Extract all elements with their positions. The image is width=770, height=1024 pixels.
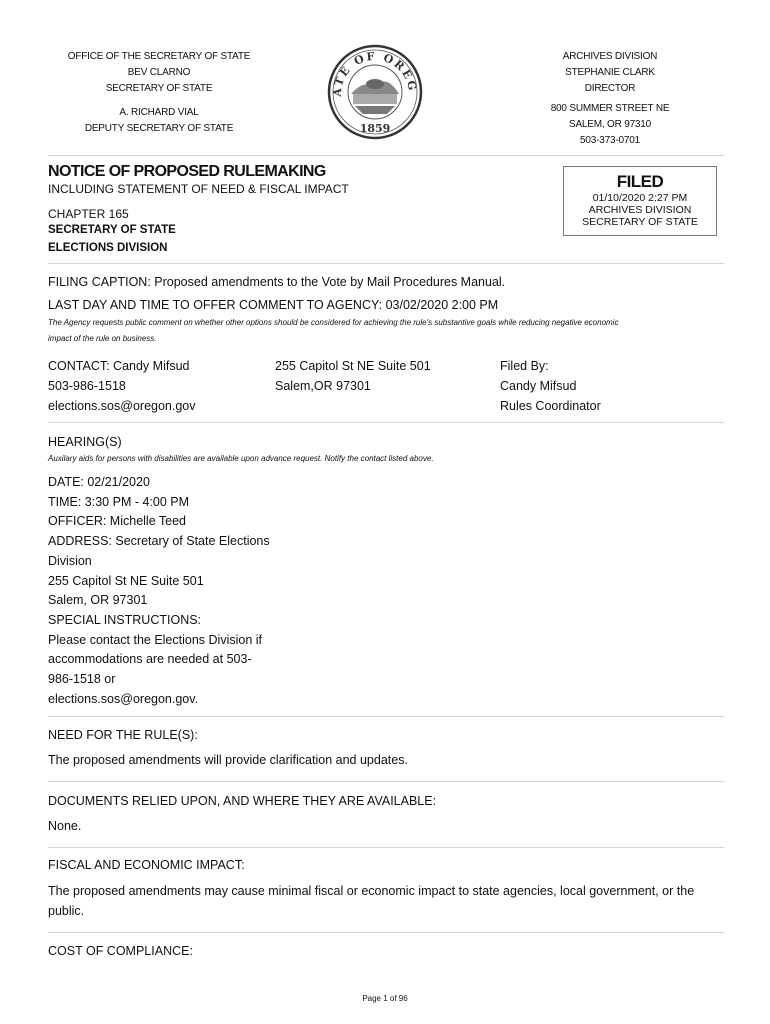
- fiscal-text-line2: public.: [48, 904, 85, 918]
- hearing-note: Auxilary aids for persons with disabilities are available upon advance request. Notify the contact listed above.: [48, 454, 434, 463]
- letterhead-right: [510, 51, 710, 151]
- hearing-heading: HEARING(S): [48, 435, 122, 449]
- hearing-details: [48, 473, 270, 709]
- hearing-street: 255 Capitol St NE Suite 501: [48, 573, 204, 588]
- hearing-officer: OFFICER: Michelle Teed: [48, 514, 187, 529]
- page-number: Page 1 of 96: [362, 994, 408, 1003]
- cost-heading: COST OF COMPLIANCE:: [48, 944, 193, 958]
- comment-note-line1: The Agency requests public comment on whether other options should be considered for achieving the rule's substantive goals while reducing negative economic: [48, 318, 619, 327]
- office-name: OFFICE OF THE SECRETARY OF STATE: [67, 51, 251, 62]
- archives-division: ARCHIVES DIVISION: [562, 51, 658, 62]
- filed-by-label: Filed By:: [500, 359, 549, 373]
- deputy-title: DEPUTY SECRETARY OF STATE: [84, 123, 234, 134]
- hearing-time: TIME: 3:30 PM - 4:00 PM: [48, 494, 190, 509]
- documents-heading: DOCUMENTS RELIED UPON, AND WHERE THEY ARE AVAILABLE:: [48, 794, 437, 808]
- notice-subtitle: INCLUDING STATEMENT OF NEED & FISCAL IMPACT: [48, 182, 349, 196]
- fiscal-text-line1: The proposed amendments may cause minimal fiscal or economic impact to state agencies, local government, or the: [48, 884, 695, 898]
- director-title: DIRECTOR: [584, 83, 636, 94]
- comment-note-line2: impact of the rule on business.: [48, 334, 157, 343]
- special-instructions-email: elections.sos@oregon.gov.: [48, 691, 199, 706]
- filing-caption: FILING CAPTION: Proposed amendments to the Vote by Mail Procedures Manual.: [48, 275, 506, 289]
- contact-email[interactable]: elections.sos@oregon.gov: [48, 399, 196, 413]
- filed-by-name: Candy Mifsud: [500, 379, 577, 393]
- seal-graphic: [325, 44, 425, 140]
- secretary-name: BEV CLARNO: [127, 67, 191, 78]
- special-instructions-label: SPECIAL INSTRUCTIONS:: [48, 612, 202, 627]
- divider: [48, 263, 724, 264]
- seal-top-text: ATE OF OREG: [330, 49, 420, 98]
- seal-year: 1859: [359, 122, 391, 135]
- filed-label: FILED: [616, 172, 664, 191]
- director-name: STEPHANIE CLARK: [565, 67, 655, 78]
- divider: [48, 781, 724, 782]
- divider: [48, 155, 724, 156]
- hearing-city: Salem, OR 97301: [48, 593, 148, 608]
- filed-datetime: 01/10/2020 2:27 PM: [592, 192, 688, 204]
- divider: [48, 932, 724, 933]
- letterhead-left: [48, 51, 270, 139]
- need-heading: NEED FOR THE RULE(S):: [48, 728, 198, 742]
- archives-phone: 503-373-0701: [580, 135, 640, 146]
- special-instructions-line2: accommodations are needed at 503-: [48, 652, 252, 667]
- divider: [48, 422, 724, 423]
- last-day-comment: LAST DAY AND TIME TO OFFER COMMENT TO AGENCY: 03/02/2020 2:00 PM: [48, 298, 499, 312]
- filed-division: ARCHIVES DIVISION: [588, 204, 692, 216]
- agency-name: SECRETARY OF STATE: [48, 224, 176, 236]
- divider: [48, 847, 724, 848]
- divider: [48, 716, 724, 717]
- notice-heading: NOTICE OF PROPOSED RULEMAKING: [48, 163, 326, 180]
- filed-by-title: Rules Coordinator: [500, 399, 601, 413]
- contact-phone: 503-986-1518: [48, 379, 126, 393]
- filed-stamp: [563, 166, 717, 236]
- contact-name: CONTACT: Candy Mifsud: [48, 359, 190, 373]
- state-seal: [325, 44, 425, 140]
- hearing-address: ADDRESS: Secretary of State Elections: [48, 534, 270, 549]
- fiscal-heading: FISCAL AND ECONOMIC IMPACT:: [48, 858, 245, 872]
- hearing-date: DATE: 02/21/2020: [48, 475, 150, 489]
- deputy-name: A. RICHARD VIAL: [119, 107, 199, 118]
- archives-city: SALEM, OR 97310: [568, 119, 652, 130]
- contact-address2: Salem,OR 97301: [275, 379, 371, 393]
- hearing-address-cont: Division: [48, 553, 92, 568]
- documents-text: None.: [48, 819, 82, 833]
- special-instructions-line1: Please contact the Elections Division if: [48, 632, 262, 647]
- contact-address1: 255 Capitol St NE Suite 501: [275, 359, 431, 373]
- secretary-title: SECRETARY OF STATE: [105, 83, 213, 94]
- archives-street: 800 SUMMER STREET NE: [550, 103, 670, 114]
- filed-office: SECRETARY OF STATE: [582, 216, 698, 228]
- division-name: ELECTIONS DIVISION: [48, 242, 168, 254]
- chapter: CHAPTER 165: [48, 207, 129, 221]
- need-text: The proposed amendments will provide clarification and updates.: [48, 753, 408, 767]
- special-instructions-line3: 986-1518 or: [48, 672, 116, 687]
